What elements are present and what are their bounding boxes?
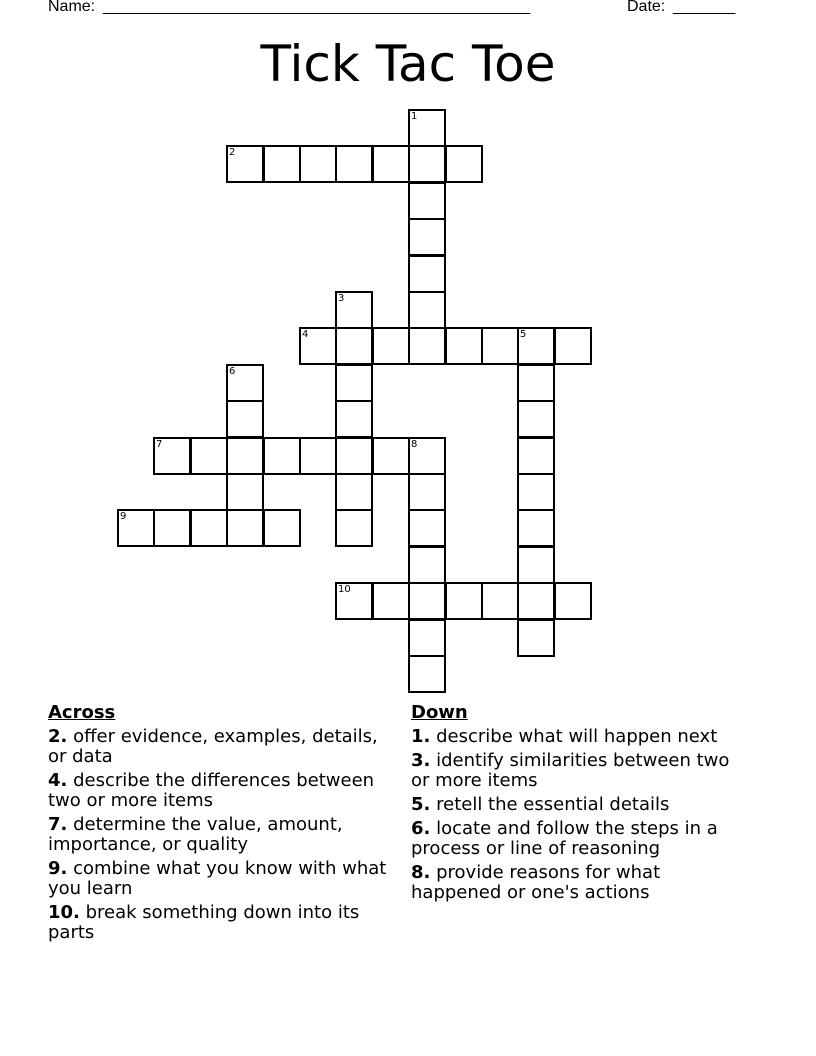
grid-cell[interactable]	[408, 109, 446, 147]
clue-number: 2.	[48, 726, 68, 747]
clue-item	[48, 903, 388, 943]
clue-number: 5.	[411, 794, 431, 815]
grid-cell[interactable]	[263, 437, 301, 475]
grid-cell[interactable]	[226, 473, 264, 511]
grid-cell[interactable]	[153, 437, 191, 475]
clue-number: 7.	[48, 814, 68, 835]
name-label: Name:	[48, 0, 96, 15]
cell-number: 2	[229, 147, 236, 158]
grid-cell[interactable]	[408, 582, 446, 620]
clue-number: 8.	[411, 862, 431, 883]
clue-text: determine the value, amount, importance, or quality	[48, 814, 343, 855]
clue-text: break something down into its parts	[48, 902, 360, 943]
grid-cell[interactable]	[408, 509, 446, 547]
clue-number: 6.	[411, 818, 431, 839]
clue-item	[48, 815, 388, 855]
grid-cell[interactable]	[372, 327, 410, 365]
grid-cell[interactable]	[335, 327, 373, 365]
grid-cell[interactable]	[335, 400, 373, 438]
clue-text: identify similarities between two or more items	[411, 750, 730, 791]
grid-cell[interactable]	[445, 145, 483, 183]
grid-cell[interactable]	[372, 582, 410, 620]
grid-cell[interactable]	[408, 473, 446, 511]
grid-cell[interactable]	[372, 145, 410, 183]
grid-cell[interactable]	[408, 291, 446, 329]
grid-cell[interactable]	[481, 327, 519, 365]
cell-number: 10	[338, 584, 351, 595]
grid-cell[interactable]	[299, 145, 337, 183]
cell-number: 1	[411, 111, 418, 122]
grid-cell[interactable]	[263, 145, 301, 183]
grid-cell[interactable]	[517, 546, 555, 584]
grid-cell[interactable]	[117, 509, 155, 547]
grid-cell[interactable]	[263, 509, 301, 547]
grid-cell[interactable]	[335, 582, 373, 620]
clue-text: describe what will happen next	[436, 726, 718, 747]
grid-cell[interactable]	[335, 364, 373, 402]
grid-cell[interactable]	[408, 546, 446, 584]
grid-cell[interactable]	[408, 145, 446, 183]
grid-cell[interactable]	[299, 327, 337, 365]
cell-number: 7	[156, 439, 163, 450]
grid-cell[interactable]	[408, 255, 446, 293]
grid-cell[interactable]	[299, 437, 337, 475]
cell-number: 3	[338, 293, 345, 304]
down-clues	[411, 702, 751, 907]
page-title: Tick Tac Toe	[260, 35, 556, 93]
clue-item	[48, 727, 388, 767]
grid-cell[interactable]	[517, 582, 555, 620]
cell-number: 6	[229, 366, 236, 377]
clue-item	[48, 771, 388, 811]
date-blank: _______	[673, 0, 736, 15]
grid-cell[interactable]	[226, 437, 264, 475]
cell-number: 4	[302, 329, 309, 340]
grid-cell[interactable]	[335, 473, 373, 511]
grid-cell[interactable]	[190, 437, 228, 475]
grid-cell[interactable]	[517, 473, 555, 511]
grid-cell[interactable]	[335, 291, 373, 329]
grid-cell[interactable]	[408, 619, 446, 657]
grid-cell[interactable]	[517, 509, 555, 547]
grid-cell[interactable]	[517, 437, 555, 475]
clue-number: 10.	[48, 902, 80, 923]
grid-cell[interactable]	[481, 582, 519, 620]
name-blank: ________________________________________________	[103, 0, 531, 15]
cell-number: 8	[411, 439, 418, 450]
grid-cell[interactable]	[517, 619, 555, 657]
clue-item	[411, 819, 751, 859]
cell-number: 9	[120, 511, 127, 522]
clue-text: offer evidence, examples, details, or data	[48, 726, 378, 767]
clue-number: 1.	[411, 726, 431, 747]
grid-cell[interactable]	[517, 364, 555, 402]
clue-text: combine what you know with what you learn	[48, 858, 387, 899]
clue-text: locate and follow the steps in a process or line of reasoning	[411, 818, 718, 859]
grid-cell[interactable]	[445, 582, 483, 620]
grid-cell[interactable]	[335, 145, 373, 183]
grid-cell[interactable]	[372, 437, 410, 475]
clue-item	[48, 859, 388, 899]
down-clue-list	[411, 727, 751, 903]
grid-cell[interactable]	[226, 364, 264, 402]
grid-cell[interactable]	[408, 218, 446, 256]
cell-number: 5	[520, 329, 527, 340]
grid-cell[interactable]	[517, 327, 555, 365]
grid-cell[interactable]	[445, 327, 483, 365]
across-clues	[48, 702, 388, 947]
clue-text: provide reasons for what happened or one's actions	[411, 862, 661, 903]
grid-cell[interactable]	[554, 327, 592, 365]
clue-item	[411, 727, 751, 747]
across-heading: Across	[48, 702, 116, 723]
grid-cell[interactable]	[335, 509, 373, 547]
clue-number: 9.	[48, 858, 68, 879]
clue-item	[411, 795, 751, 815]
clue-text: describe the differences between two or more items	[48, 770, 375, 811]
clue-number: 4.	[48, 770, 68, 791]
grid-cell[interactable]	[408, 437, 446, 475]
grid-cell[interactable]	[554, 582, 592, 620]
grid-cell[interactable]	[153, 509, 191, 547]
clue-item	[411, 751, 751, 791]
date-label: Date:	[627, 0, 666, 15]
grid-cell[interactable]	[408, 327, 446, 365]
grid-cell[interactable]	[335, 437, 373, 475]
clue-text: retell the essential details	[436, 794, 670, 815]
grid-cell[interactable]	[226, 400, 264, 438]
across-clue-list	[48, 727, 388, 943]
grid-cell[interactable]	[517, 400, 555, 438]
grid-cell[interactable]	[190, 509, 228, 547]
grid-cell[interactable]	[408, 655, 446, 693]
clue-number: 3.	[411, 750, 431, 771]
grid-cell[interactable]	[408, 182, 446, 220]
down-heading: Down	[411, 702, 468, 723]
clue-item	[411, 863, 751, 903]
grid-cell[interactable]	[226, 145, 264, 183]
grid-cell[interactable]	[226, 509, 264, 547]
